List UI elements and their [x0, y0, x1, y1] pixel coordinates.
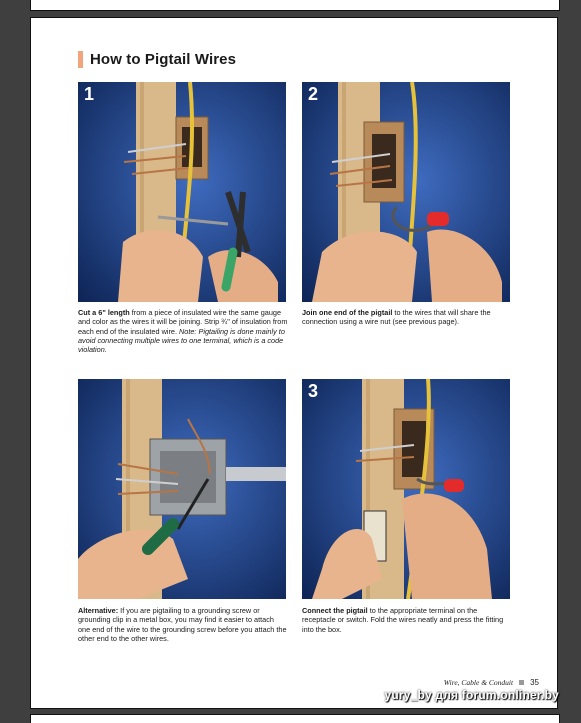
step-3-photo	[302, 379, 510, 599]
step-1-caption	[78, 308, 288, 354]
page-footer	[444, 678, 539, 687]
step-2-photo	[302, 82, 510, 302]
next-page-edge[interactable]	[30, 714, 560, 723]
alternative-caption	[78, 606, 288, 643]
step-3-caption-body: to the appropriate terminal on the receptacle or switch. Fold the wires neatly and press the fitting into the box.	[302, 606, 504, 634]
step-2-caption-lead: Join one end of the pigtail	[302, 308, 393, 317]
page-title: How to Pigtail Wires	[90, 51, 237, 68]
alternative-caption-lead: Alternative:	[78, 606, 119, 615]
alternative-photo	[78, 379, 286, 599]
footer-separator	[519, 680, 524, 685]
page-number: 35	[530, 678, 539, 687]
step-1-photo	[78, 82, 286, 302]
step-2-caption-body: to the wires that will share the connection using a wire nut (see previous page).	[302, 308, 491, 327]
alternative-caption-body: If you are pigtailing to a grounding screw or grounding clip in a metal box, you may find it easier to attach one end of the wire to the grounding screw before you attach the other end to the other wires.	[78, 606, 287, 643]
heading-accent-bar	[78, 51, 83, 68]
step-1-number: 1	[84, 84, 95, 104]
document-page	[30, 17, 558, 709]
step-3-caption	[302, 606, 512, 634]
step-3-caption-lead: Connect the pigtail	[302, 606, 368, 615]
previous-page-edge[interactable]	[30, 0, 560, 11]
step-2-number: 2	[308, 84, 319, 104]
step-3-number: 3	[308, 381, 319, 401]
step-2-caption	[302, 308, 512, 327]
step-1-caption-lead: Cut a 6" length	[78, 308, 130, 317]
step-1-caption-body: from a piece of insulated wire the same gauge and color as the wires it will be joining. Strip ¾" of insulation from each end of the insulated wire.	[78, 308, 288, 336]
step-1-caption-note: Note: Pigtailing is done mainly to avoid connecting multiple wires to one terminal, which is a code violation.	[78, 326, 285, 355]
section-heading	[78, 51, 236, 68]
watermark: yury_by для forum.onliner.by	[384, 688, 559, 702]
footer-book-title: Wire, Cable & Conduit	[443, 678, 514, 687]
